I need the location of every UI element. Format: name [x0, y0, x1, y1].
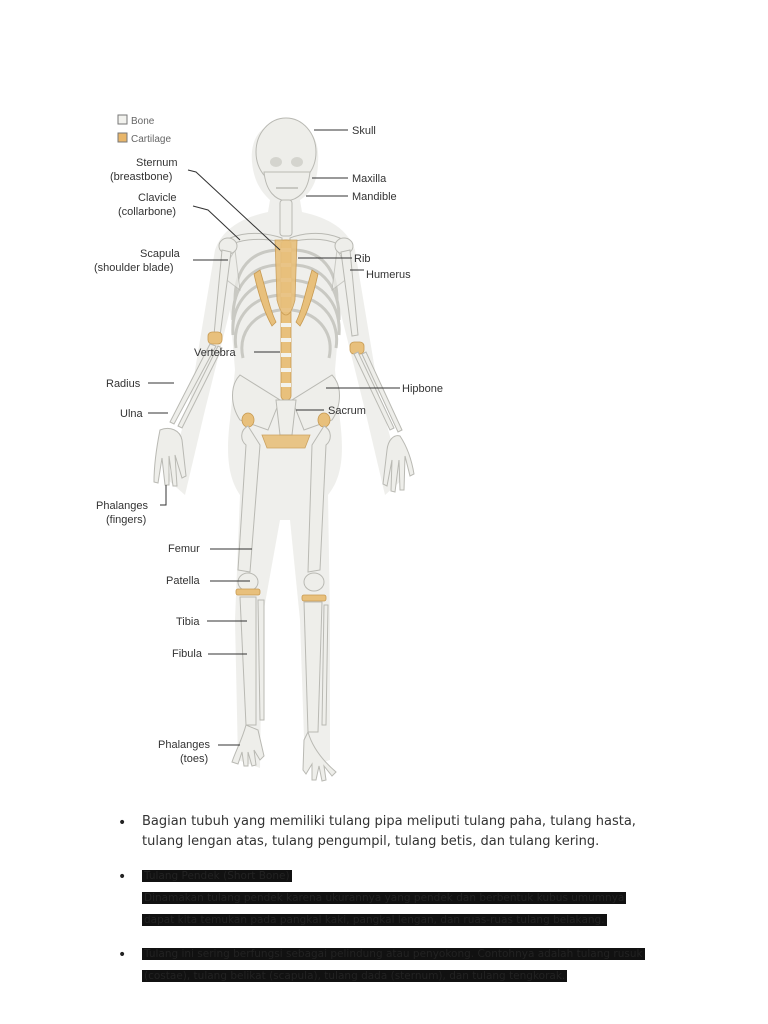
legend-swatch-cartilage: [118, 133, 127, 142]
bullet-1-line-2: tulang lengan atas, tulang pengumpil, tulang betis, dan tulang kering.: [142, 834, 600, 849]
list-item: [118, 866, 678, 930]
label-fibula: Fibula: [172, 648, 202, 660]
label-sacrum: Sacrum: [328, 405, 366, 417]
label-radius: Radius: [106, 378, 141, 390]
bullet-1-line-1: Bagian tubuh yang memiliki tulang pipa meliputi tulang paha, tulang hasta,: [142, 814, 636, 829]
label-scapula-2: (shoulder blade): [94, 262, 174, 274]
bullet-3-line-1: Tulang ini sering berfungsi sebagai pelindung atau penyokong. Contohnya adalah tulang rusuk: [144, 948, 643, 960]
label-sternum-1: Sternum: [136, 157, 178, 169]
legend: [118, 115, 171, 145]
bullet-list: [118, 812, 678, 1000]
label-clavicle-1: Clavicle: [138, 192, 177, 204]
label-clavicle-2: (collarbone): [118, 206, 177, 218]
label-maxilla: Maxilla: [352, 173, 387, 185]
bullet-2-line-2: dapat kita temukan pada pangkal kaki, pangkal lengan, dan ruas-ruas tulang belakang.: [144, 914, 605, 926]
list-item: [118, 812, 678, 852]
bullet-dot: •: [118, 869, 127, 885]
skeleton-illustration: [90, 100, 490, 790]
label-humerus: Humerus: [366, 269, 411, 281]
label-ulna: Ulna: [120, 408, 143, 420]
legend-label-bone: Bone: [131, 116, 155, 127]
bullet-dot: •: [118, 947, 127, 963]
label-phalanges-foot-2: (toes): [180, 753, 209, 765]
label-hipbone: Hipbone: [402, 383, 443, 395]
label-tibia: Tibia: [176, 616, 200, 628]
bullet-2-heading: Tulang Pendek (Short Bone): [144, 870, 290, 882]
label-patella: Patella: [166, 575, 200, 587]
label-rib: Rib: [354, 253, 371, 265]
label-femur: Femur: [168, 543, 200, 555]
bullet-2-line-1: Dinamakan tulang pendek karena ukurannya yang pendek dan berbentuk kubus umumnya: [144, 892, 625, 904]
legend-swatch-bone: [118, 115, 127, 124]
label-phalanges-foot-1: Phalanges: [158, 739, 210, 751]
label-sternum-2: (breastbone): [110, 171, 173, 183]
label-vertebra: Vertebra: [194, 347, 236, 359]
list-item: [118, 944, 678, 986]
bullet-dot: •: [118, 815, 127, 831]
label-phalanges-hand-2: (fingers): [106, 514, 147, 526]
skeleton-diagram: [90, 100, 490, 790]
label-phalanges-hand-1: Phalanges: [96, 500, 148, 512]
legend-label-cartilage: Cartilage: [131, 134, 172, 145]
label-skull: Skull: [352, 125, 376, 137]
label-scapula-1: Scapula: [140, 248, 180, 260]
label-mandible: Mandible: [352, 191, 397, 203]
bullet-3-line-2: (costae), tulang belikat (scapula), tulang dada (sternum), dan tulang tengkorak.: [144, 970, 566, 982]
